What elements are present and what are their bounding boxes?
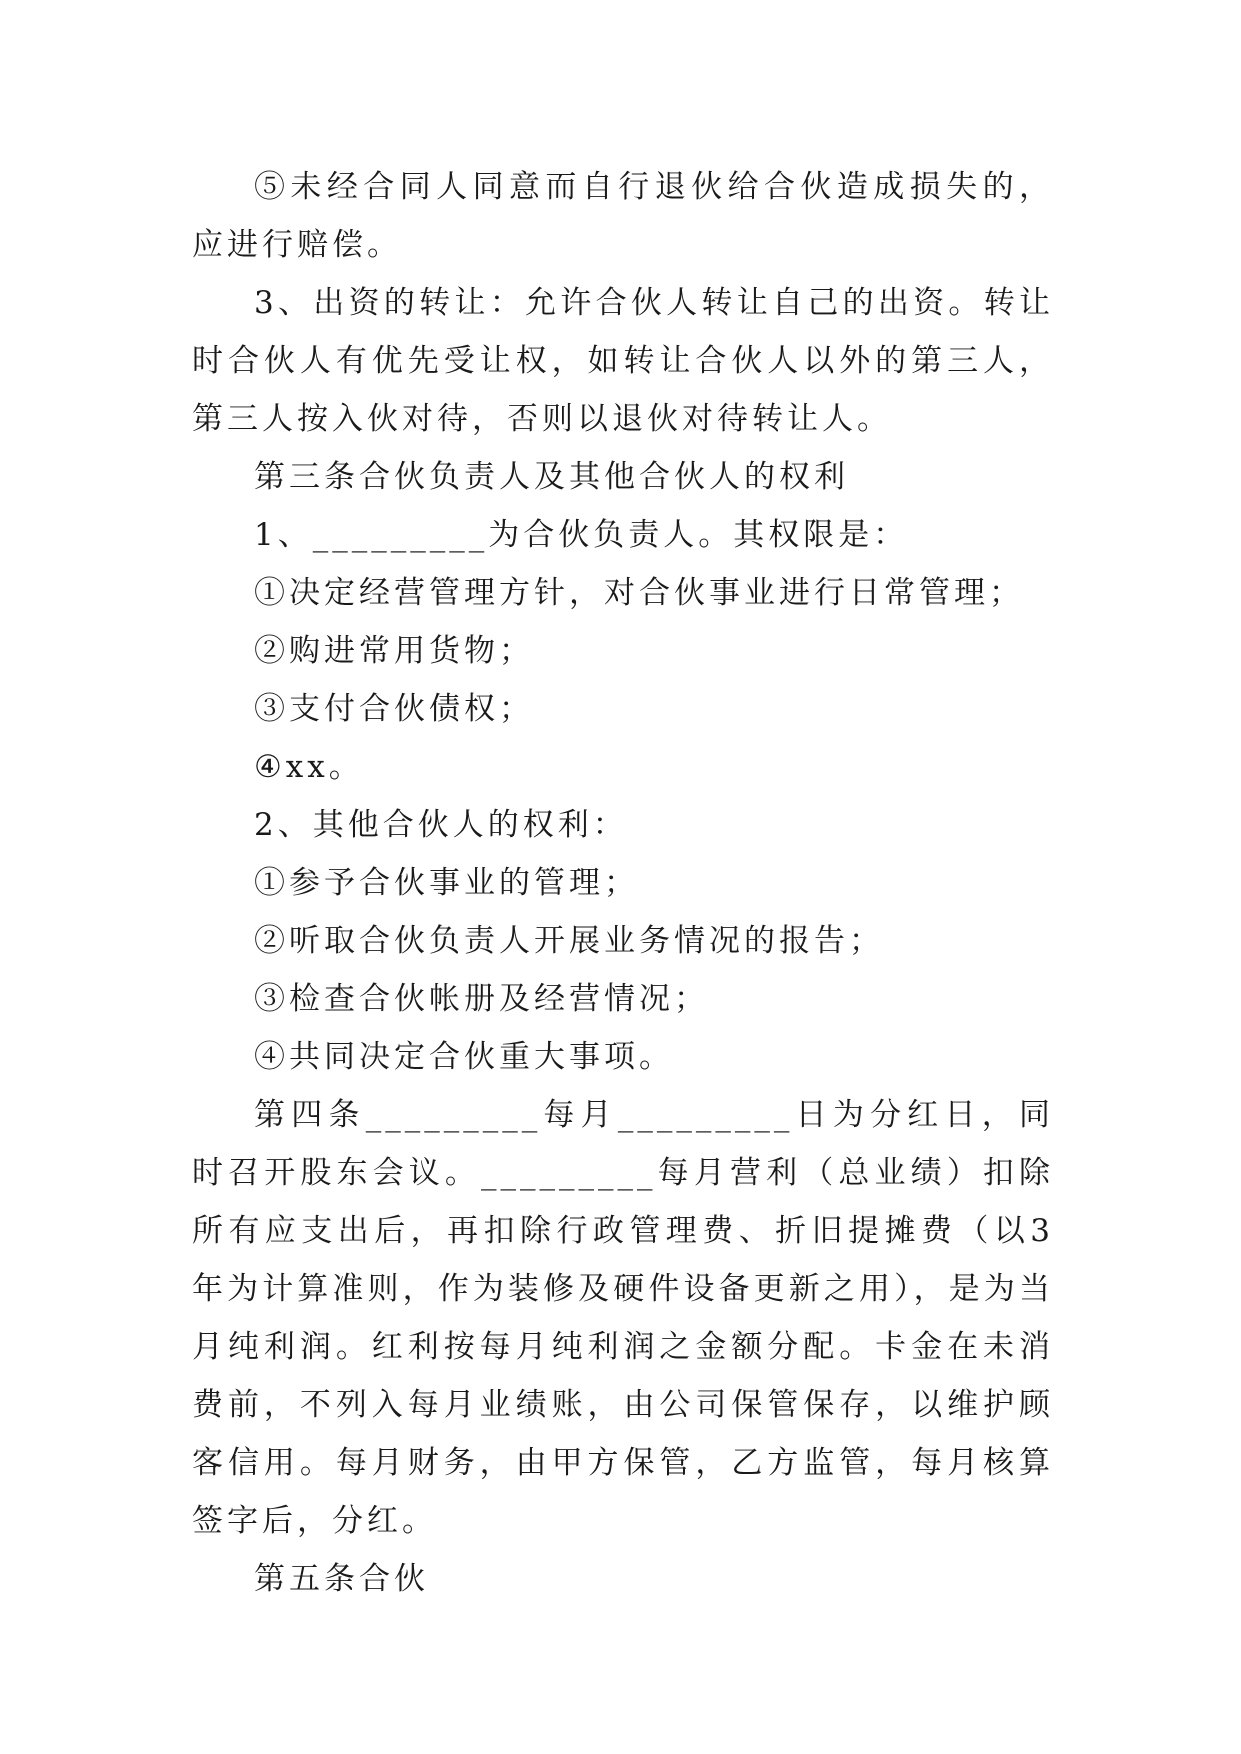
list-item-management-policy: ①决定经营管理方针，对合伙事业进行日常管理； xyxy=(254,575,1024,611)
list-item-inspect-books: ③检查合伙帐册及经营情况； xyxy=(254,981,709,1017)
paragraph-capital-transfer: 3、出资的转让：允许合伙人转让自己的出资。转让时合伙人有优先受让权，如转让合伙人以外的第三人，第三人按入伙对待，否则以退伙对待转让人。 xyxy=(192,285,1054,437)
paragraph-compensation: ⑤未经合同人同意而自行退伙给合伙造成损失的，应进行赔偿。 xyxy=(192,169,1054,263)
document-body xyxy=(192,158,1054,1608)
list-item-hear-report: ②听取合伙负责人开展业务情况的报告； xyxy=(254,923,884,959)
list-item-purchase-goods: ②购进常用货物； xyxy=(254,633,534,669)
paragraph-article-4: 第四条_________每月_________日为分红日，同时召开股东会议。_________每月营利（总业绩）扣除所有应支出后，再扣除行政管理费、折旧提摊费（以3年为计算准则，作为装修及硬件设备更新之用），是为当月纯利润。红利按每月纯利润之金额分配。卡金在未消费前，不列入每月业绩账，由公司保管保存，以维护顾客信用。每月财务，由甲方保管，乙方监管，每月核算签字后，分红。 xyxy=(192,1097,1054,1539)
list-item-xx: ④xx。 xyxy=(254,749,364,785)
list-item-participate: ①参予合伙事业的管理； xyxy=(254,865,639,901)
paragraph-responsible-partner: 1、_________为合伙负责人。其权限是： xyxy=(254,517,909,553)
paragraph-other-partners-rights: 2、其他合伙人的权利： xyxy=(254,807,628,843)
list-item-pay-debts: ③支付合伙债权； xyxy=(254,691,534,727)
list-item-joint-decision: ④共同决定合伙重大事项。 xyxy=(254,1039,674,1075)
heading-article-3: 第三条合伙负责人及其他合伙人的权利 xyxy=(254,459,849,495)
heading-article-5: 第五条合伙 xyxy=(254,1561,429,1597)
